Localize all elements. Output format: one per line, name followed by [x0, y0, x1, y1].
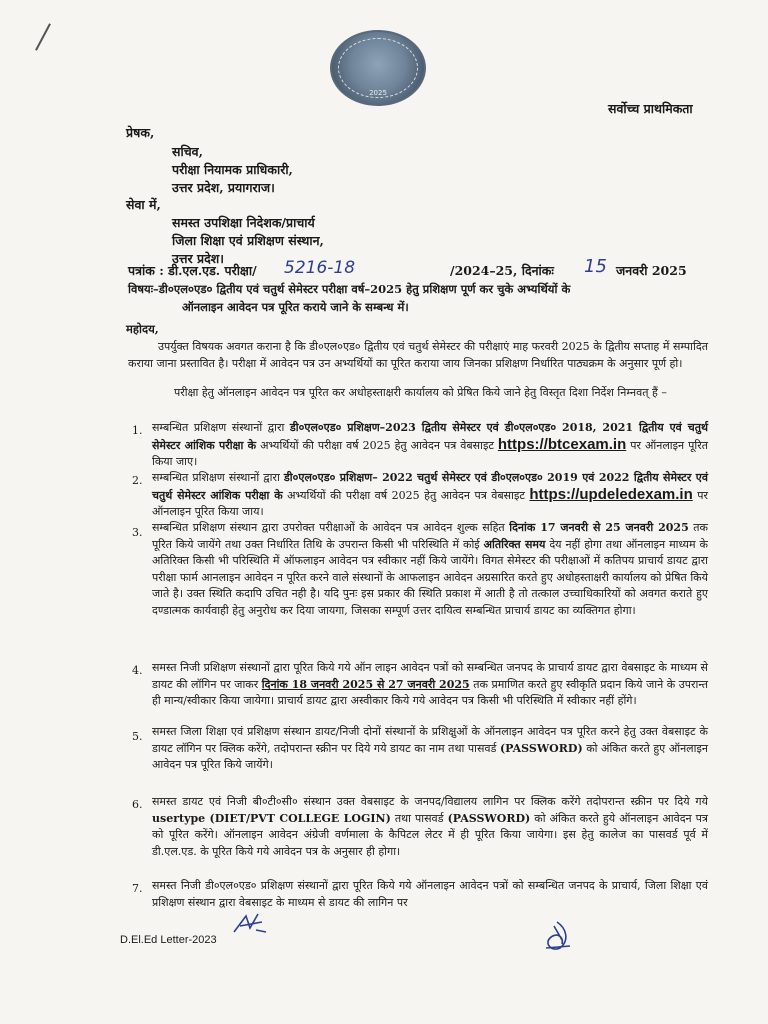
btcexam-link[interactable]: https://btcexam.in: [497, 435, 627, 453]
sender-line-2: परीक्षा नियामक प्राधिकारी,: [172, 162, 293, 177]
intro-paragraph-1: उपर्युक्त विषयक अवगत कराना है कि डी०एल०एड० द्वितीय एवं चतुर्थ सेमेस्टर की परीक्षाएं माह फरवरी 2025 के द्वितीय सप्ताह में सम्पादित कराया जाना प्रस्तावित है। परीक्षा में आवेदन पत्र उन अभ्यर्थियों का पूरित कराया जाय जिनका प्रशिक्षण निर्धारित पाठ्यक्रम के अनुसार पूर्ण हो।: [128, 340, 708, 370]
instruction-item-1: सम्बन्धित प्रशिक्षण संस्थानों द्वारा डी०एल०एड० प्रशिक्षण–2023 द्वितीय सेमेस्टर एवं डी०एल०एड० 2018, 2021 द्वितीय एवं चतुर्थ सेमेस्टर आंशिक परीक्षा के अभ्यर्थियों की परीक्षा वर्ष 2025 हेतु आवेदन पत्र वेबसाइट https://btcexam.in पर ऑनलाइन पूरित किया जाए।: [152, 421, 708, 468]
footer-label: D.El.Ed Letter-2023: [120, 934, 217, 946]
reference-date: जनवरी 2025: [616, 263, 687, 278]
sender-line-1: सचिव,: [172, 144, 203, 159]
recipient-label: सेवा में,: [126, 197, 161, 212]
instruction-item-4: समस्त निजी प्रशिक्षण संस्थानों द्वारा पूरित किये गये ऑन लाइन आवेदन पत्रों को सम्बन्धित जनपद के प्राचार्य डायट द्वारा वेबसाइट के माध्यम से डायट की लॉगिन पर जाकर दिनांक 18 जनवरी 2025 से 27 जनवरी 2025 तक प्रमाणित करते हुए स्वीकृति प्रदान किये जाने के उपरान्त ही मान्य/स्वीकार किया जायेगा। प्राचार्य डायट द्वारा अस्वीकार किये गये आवेदन पत्र किसी भी परिस्थिति में स्वीकार नहीं होंगे।: [152, 661, 708, 707]
item-number: 4.: [132, 664, 143, 677]
item-number: 5.: [132, 730, 143, 743]
recipient-line-1: समस्त उपशिक्षा निदेशक/प्राचार्य: [172, 215, 315, 230]
subject-line-2: ऑनलाइन आवेदन पत्र पूरित कराये जाने के सम्बन्ध में।: [182, 300, 409, 314]
reference-suffix: /2024–25, दिनांकः: [450, 263, 554, 278]
government-seal-icon: 2025: [330, 30, 426, 106]
pen-mark: [35, 23, 51, 50]
reference-prefix: पत्रांक : डी.एल.एड. परीक्षा/: [128, 263, 257, 278]
subject-line-1: विषयः–डी०एल०एड० द्वितीय एवं चतुर्थ सेमेस्टर परीक्षा वर्ष–2025 हेतु प्रशिक्षण पूर्ण कर चुके अभ्यर्थियों के: [128, 282, 571, 296]
sender-line-3: उत्तर प्रदेश, प्रयागराज।: [172, 180, 275, 195]
instruction-item-2: सम्बन्धित प्रशिक्षण संस्थानों द्वारा डी०एल०एड० प्रशिक्षण– 2022 चतुर्थ सेमेस्टर एवं डी०एल०एड० 2019 एवं 2022 द्वितीय सेमेस्टर एवं चतुर्थ सेमेस्टर आंशिक परीक्षा के अभ्यर्थियों की परीक्षा वर्ष 2025 हेतु आवेदन पत्र वेबसाइट https://updeledexam.in पर ऑनलाइन पूरित किया जाय।: [152, 471, 708, 518]
priority-label: सर्वोच्च प्राथमिकता: [608, 101, 693, 116]
item-number: 2.: [132, 474, 143, 487]
item-number: 6.: [132, 798, 143, 811]
instruction-item-3: सम्बन्धित प्रशिक्षण संस्थान द्वारा उपरोक्त परीक्षाओं के आवेदन पत्र आवेदन शुल्क सहित दिनांक 17 जनवरी से 25 जनवरी 2025 तक पूरित किये जायेंगे तथा उक्त निर्धारित तिथि के उपरान्त किसी भी परिस्थिति में कोई अतिरिक्त समय देय नहीं होगा तथा ऑनलाइन माध्यम के अतिरिक्त किसी भी परिस्थिति में ऑफलाइन आवेदन पत्र स्वीकार नहीं किये जायेंगे। विगत सेमेस्टर की परीक्षाओं में कतिपय प्राचार्य डायट द्वारा परीक्षा फार्म आनलाइन आवेदन न पूरित करने वाले संस्थानों के आफलाइन आवेदन अग्रसारित करते हुए अधोहस्ताक्षरी कार्यालय को प्रेषित किये जाते है। उक्त स्थिति कदापि उचित नही है। यदि पुनः इस प्रकार की स्थिति प्रकाश में आती है तो तत्काल उच्चाधिकारियों को अवगत कराते हुए दण्डात्मक कार्यवाही हेतु अनुरोध कर दिया जायगा, जिसका सम्पूर्ण उत्तर दायित्व सम्बन्धित प्राचार्य डायट का व्यक्तिगत होगा।: [152, 521, 708, 617]
instruction-item-5: समस्त जिला शिक्षा एवं प्रशिक्षण संस्थान डायट/निजी दोनों संस्थानों के प्रशिक्षुओं के ऑनलाइन आवेदन पत्र पूरित करने हेतु उक्त वेबसाइट के डायट लॉगिन पर क्लिक करेंगे, तदोपरान्त स्क्रीन पर दिये गये डायट का नाम तथा पासवर्ड (PASSWORD) को अंकित करते हुए ऑनलाइन आवेदन पत्र पूरित किये जायेंगे।: [152, 725, 708, 771]
handwritten-letter-number: 5216-18: [284, 258, 356, 278]
item-number: 1.: [132, 424, 143, 437]
item-number: 3.: [132, 526, 143, 539]
recipient-line-2: जिला शिक्षा एवं प्रशिक्षण संस्थान,: [172, 233, 324, 248]
instruction-item-6: समस्त डायट एवं निजी बी०टी०सी० संस्थान उक्त वेबसाइट के जनपद/विद्यालय लागिन पर क्लिक करेंगे तदोपरान्त स्क्रीन पर दिये गये usertype (DIET/PVT COLLEGE LOGIN) तथा पासवर्ड (PASSWORD) को अंकित करते हुये ऑनलाइन आवेदन पत्र को पूरित करेंगे। ऑनलाइन आवेदन अंग्रेजी वर्णमाला के कैपिटल लेटर में ही पूरित किया जायेगा। इस हेतु कालेज का पासवर्ड पूर्व में डी.एल.एड. के पूरित किये गये आवेदन पत्र के अनुसार ही होगा।: [152, 795, 708, 858]
recipient-line-3: उत्तर प्रदेश।: [172, 251, 224, 266]
handwritten-day: 15: [584, 256, 607, 277]
instruction-item-7: समस्त निजी डी०एल०एड० प्रशिक्षण संस्थानों द्वारा पूरित किये गये ऑनलाइन आवेदन पत्रों को सम्बन्धित जनपद के प्राचार्य, जिला शिक्षा एवं प्रशिक्षण संस्थान द्वारा वेबसाइट के माध्यम से डायट की लागिन पर: [152, 879, 708, 909]
updeledexam-link[interactable]: https://updeledexam.in: [529, 485, 693, 503]
item-number: 7.: [132, 882, 143, 895]
officer-signature-icon: [540, 918, 574, 952]
initials-signature-icon: [232, 912, 268, 936]
salutation: महोदय,: [126, 322, 159, 336]
intro-paragraph-2: परीक्षा हेतु ऑनलाइन आवेदन पत्र पूरित कर अधोहस्ताक्षरी कार्यालय को प्रेषित किये जाने हेतु विस्तृत दिशा निर्देश निम्नवत् हैं –: [174, 386, 667, 399]
sender-label: प्रेषक,: [126, 125, 155, 140]
